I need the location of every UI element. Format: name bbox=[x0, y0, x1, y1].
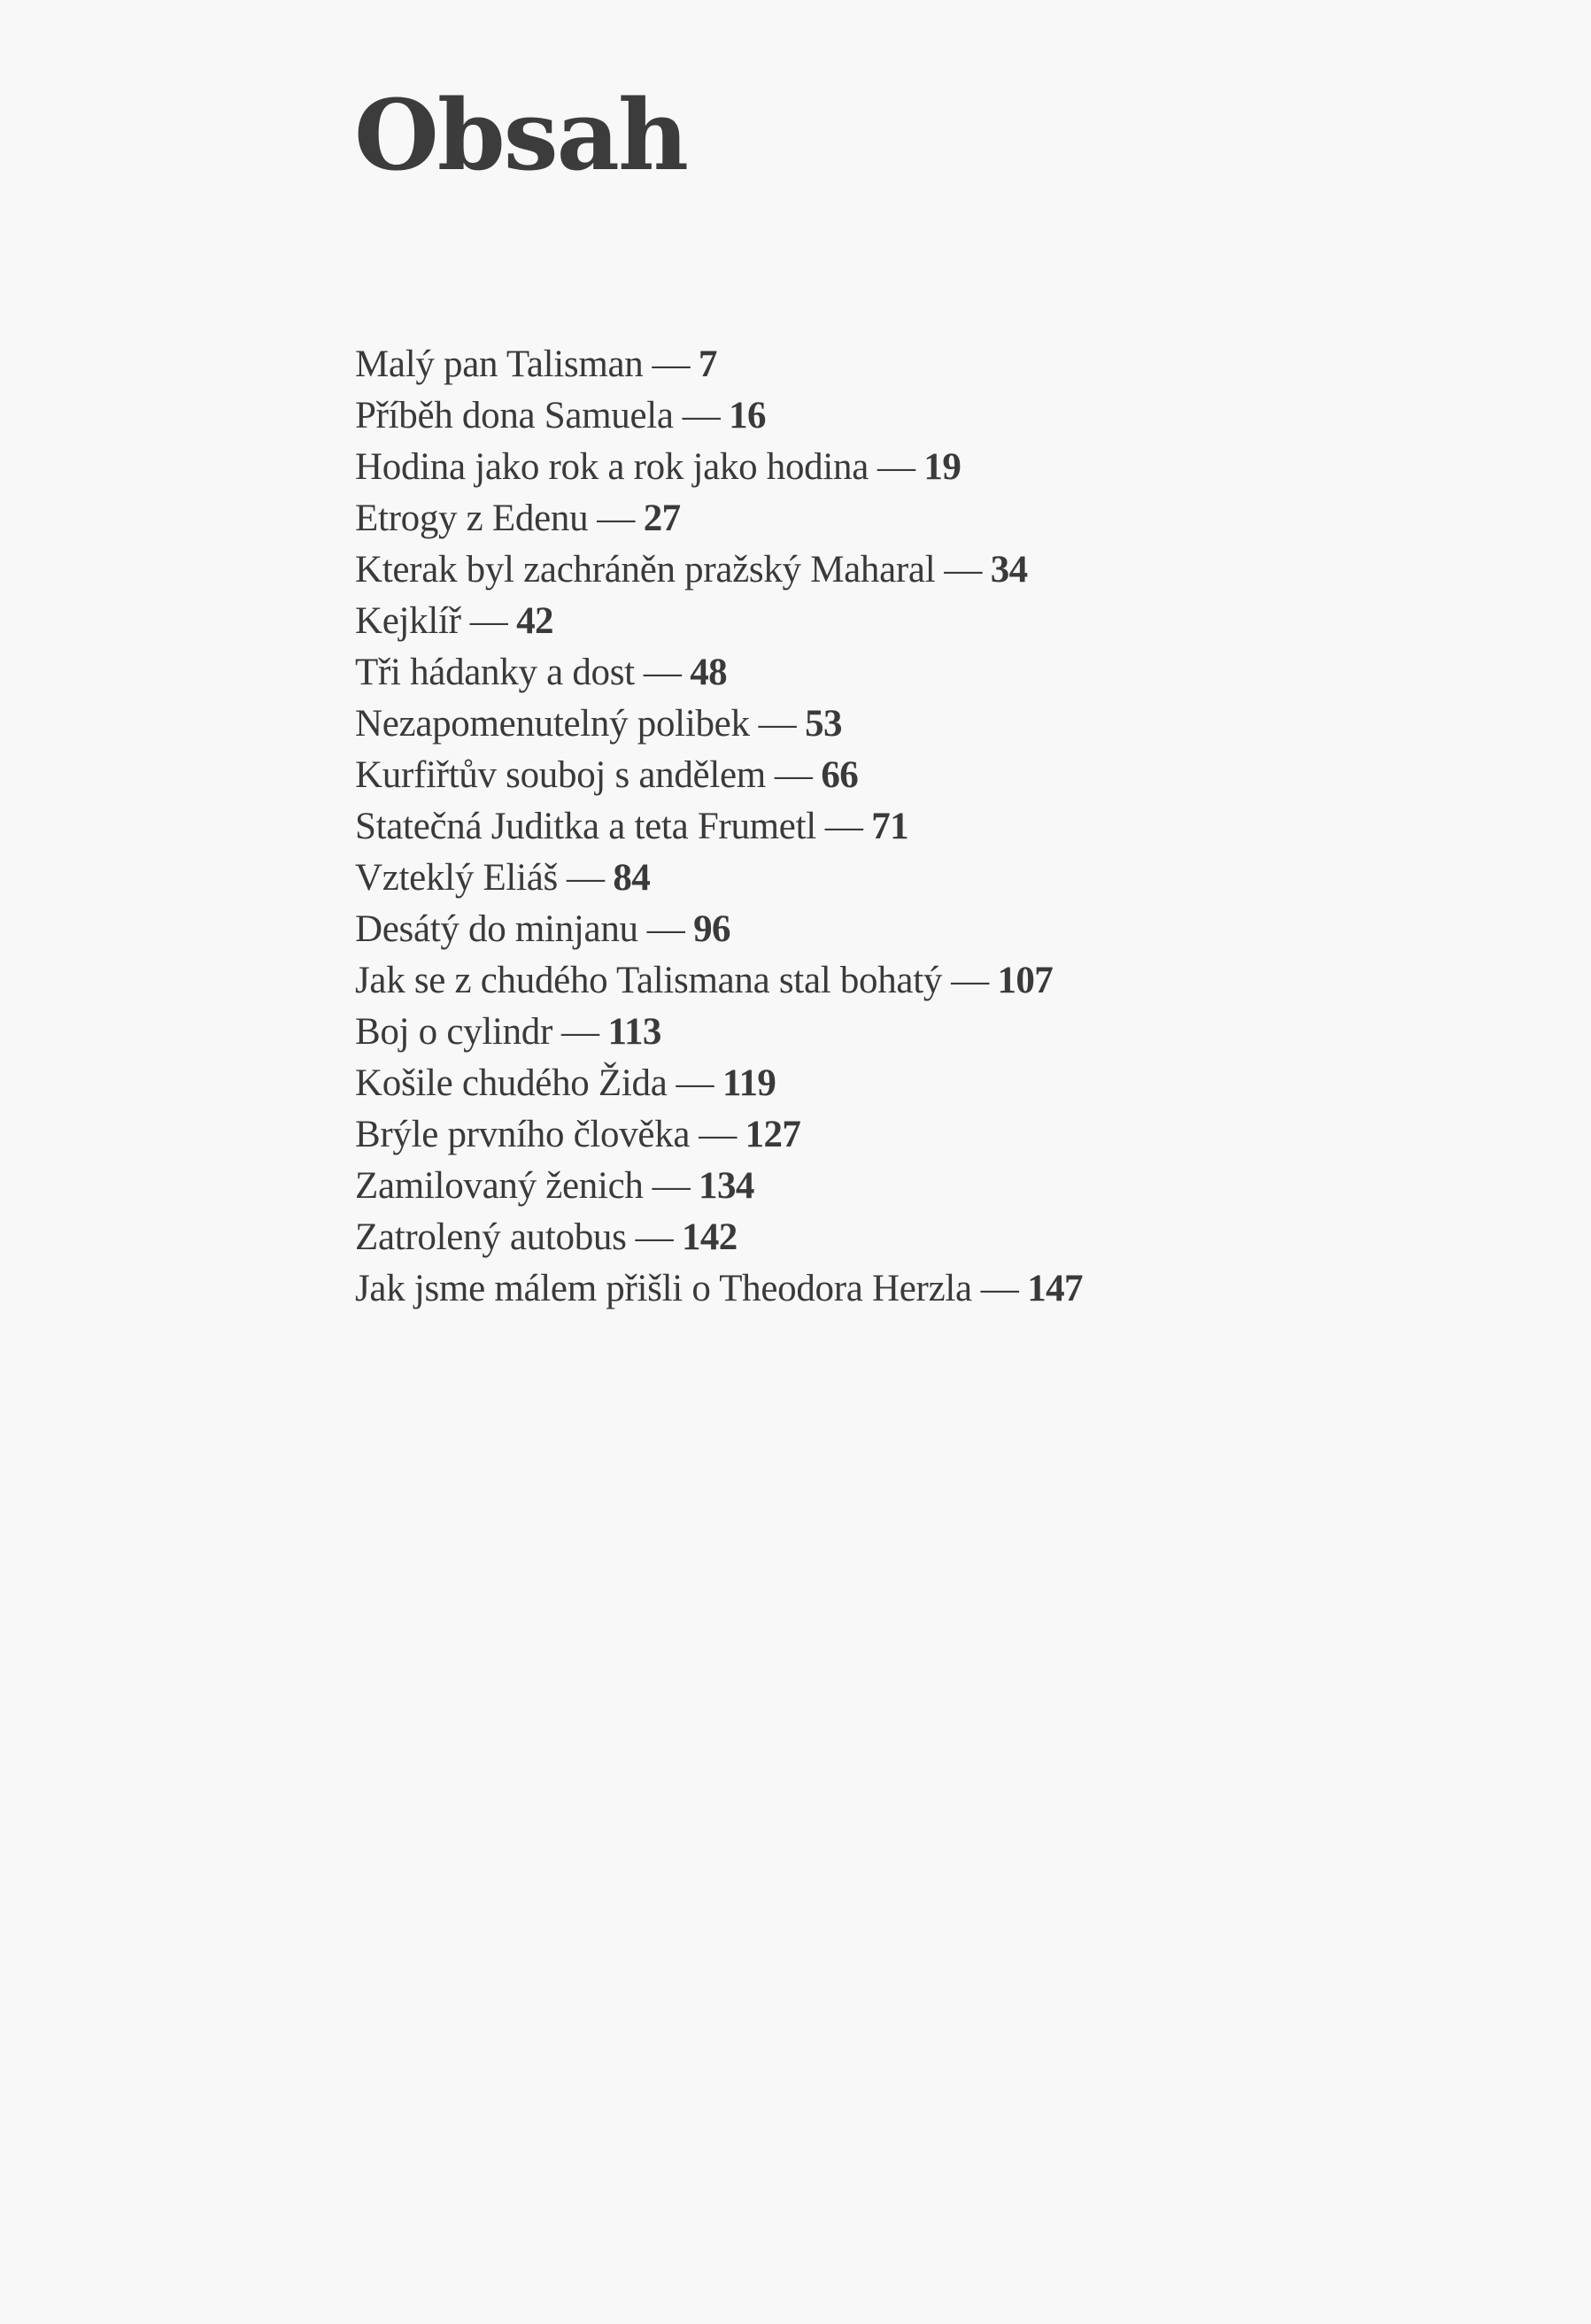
toc-page-number: 84 bbox=[613, 857, 651, 899]
toc-entry-title: Boj o cylindr bbox=[355, 1011, 553, 1053]
toc-separator: — bbox=[566, 857, 605, 899]
toc-separator: — bbox=[561, 1011, 599, 1053]
toc-entry-title: Kurfiřtův souboj s andělem bbox=[355, 754, 766, 796]
toc-entry bbox=[355, 1212, 1083, 1263]
toc-page-number: 19 bbox=[923, 446, 962, 488]
toc-page-number: 147 bbox=[1027, 1268, 1083, 1309]
toc-entry bbox=[355, 442, 1083, 493]
toc-page-number: 7 bbox=[698, 344, 717, 385]
toc-separator: — bbox=[635, 1216, 673, 1258]
toc-entry-title: Jak se z chudého Talismana stal bohatý bbox=[355, 960, 943, 1001]
toc-separator: — bbox=[824, 806, 863, 847]
toc-separator: — bbox=[597, 498, 635, 539]
toc-entry bbox=[355, 544, 1083, 596]
toc-entry bbox=[355, 1058, 1083, 1109]
toc-separator: — bbox=[699, 1114, 737, 1155]
page-title: Obsah bbox=[354, 78, 687, 192]
toc-entry-title: Malý pan Talisman bbox=[355, 344, 644, 385]
toc-entry bbox=[355, 904, 1083, 955]
toc-entry bbox=[355, 750, 1083, 801]
toc-entry bbox=[355, 801, 1083, 853]
toc-entry bbox=[355, 493, 1083, 544]
toc-entry-title: Vzteklý Eliáš bbox=[355, 857, 558, 899]
toc-entry-title: Košile chudého Žida bbox=[355, 1062, 668, 1104]
toc-page-number: 71 bbox=[871, 806, 909, 847]
toc-entry-title: Brýle prvního člověka bbox=[355, 1114, 691, 1155]
toc-separator: — bbox=[652, 1165, 691, 1207]
toc-page-number: 142 bbox=[681, 1216, 738, 1258]
toc-entry-title: Etrogy z Edenu bbox=[355, 498, 589, 539]
toc-entry bbox=[355, 1109, 1083, 1161]
toc-separator: — bbox=[877, 446, 915, 488]
toc-entry-title: Jak jsme málem přišli o Theodora Herzla bbox=[355, 1268, 972, 1309]
toc-entry bbox=[355, 390, 1083, 442]
toc-entry-title: Hodina jako rok a rok jako hodina bbox=[355, 446, 869, 488]
toc-page-number: 107 bbox=[997, 960, 1054, 1001]
toc-page-number: 113 bbox=[607, 1011, 661, 1053]
toc-entry-title: Příběh dona Samuela bbox=[355, 395, 674, 436]
toc-separator: — bbox=[758, 703, 797, 745]
toc-entry bbox=[355, 1263, 1083, 1315]
toc-page-number: 96 bbox=[693, 908, 730, 950]
toc-page-number: 34 bbox=[990, 549, 1028, 591]
toc-separator: — bbox=[643, 652, 682, 693]
toc-entry bbox=[355, 853, 1083, 904]
toc-separator: — bbox=[646, 908, 685, 950]
toc-page-number: 127 bbox=[745, 1114, 801, 1155]
toc-entry-title: Zatrolený autobus bbox=[355, 1216, 627, 1258]
toc-separator: — bbox=[682, 395, 721, 436]
toc-entry-title: Desátý do minjanu bbox=[355, 908, 638, 950]
toc-separator: — bbox=[469, 600, 508, 642]
toc-page-number: 66 bbox=[821, 754, 859, 796]
toc-page-number: 53 bbox=[805, 703, 842, 745]
table-of-contents bbox=[355, 339, 1083, 1315]
toc-entry bbox=[355, 596, 1083, 647]
toc-entry bbox=[355, 955, 1083, 1007]
toc-entry-title: Statečná Juditka a teta Frumetl bbox=[355, 806, 816, 847]
toc-entry bbox=[355, 647, 1083, 699]
toc-page-number: 48 bbox=[690, 652, 728, 693]
toc-entry bbox=[355, 699, 1083, 750]
toc-entry bbox=[355, 1007, 1083, 1058]
toc-page-number: 27 bbox=[643, 498, 681, 539]
toc-entry-title: Kejklíř bbox=[355, 600, 461, 642]
toc-page-number: 16 bbox=[729, 395, 766, 436]
toc-entry bbox=[355, 339, 1083, 390]
toc-entry-title: Kterak byl zachráněn pražský Maharal bbox=[355, 549, 936, 591]
toc-page-number: 119 bbox=[722, 1062, 776, 1104]
toc-entry-title: Nezapomenutelný polibek bbox=[355, 703, 750, 745]
toc-separator: — bbox=[951, 960, 989, 1001]
toc-separator: — bbox=[652, 344, 690, 385]
toc-separator: — bbox=[944, 549, 982, 591]
toc-separator: — bbox=[774, 754, 813, 796]
toc-separator: — bbox=[676, 1062, 714, 1104]
toc-entry-title: Zamilovaný ženich bbox=[355, 1165, 644, 1207]
toc-entry bbox=[355, 1161, 1083, 1212]
toc-page-number: 42 bbox=[516, 600, 553, 642]
toc-separator: — bbox=[980, 1268, 1019, 1309]
toc-page-number: 134 bbox=[699, 1165, 754, 1207]
toc-entry-title: Tři hádanky a dost bbox=[355, 652, 635, 693]
